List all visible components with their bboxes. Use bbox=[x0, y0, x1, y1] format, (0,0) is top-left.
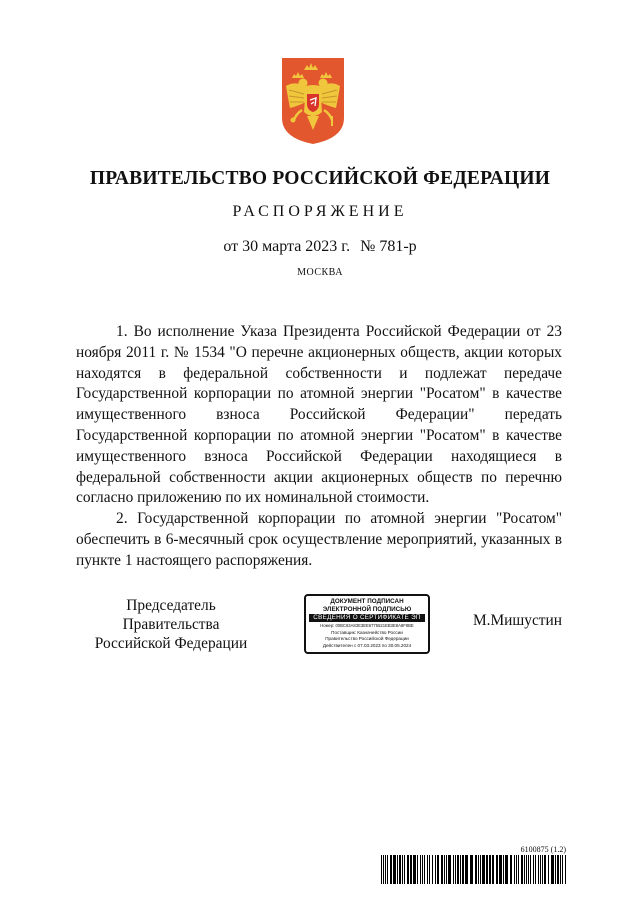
document-code: 6100875 (1.2) bbox=[520, 845, 566, 854]
paragraph-2: 2. Государственной корпорации по атомной энергии "Росатом" обеспечить в 6-месячный срок осуществление мероприятий, указанных в пункте 1 настоящего распоряжения. bbox=[76, 510, 562, 569]
document-date-line bbox=[0, 238, 640, 256]
stamp-certificate-number: Номер: 00BC63A83E3EE6775521EB3E8A8F8BE bbox=[320, 623, 414, 628]
signatory-position-line2: Российской Федерации bbox=[94, 635, 248, 652]
document-city: МОСКВА bbox=[297, 267, 343, 278]
coat-of-arms-emblem bbox=[280, 56, 346, 146]
document-date: от 30 марта 2023 г. bbox=[223, 238, 351, 255]
document-type: РАСПОРЯЖЕНИЕ bbox=[232, 203, 408, 220]
signatory-name: М.Мишустин bbox=[472, 612, 562, 629]
stamp-validity: Действителен с 07.03.2023 по 30.05.2024 bbox=[322, 642, 412, 648]
document-body bbox=[76, 322, 562, 572]
stamp-line3: СВЕДЕНИЯ О СЕРТИФИКАТЕ ЭП bbox=[309, 614, 425, 622]
stamp-line2: ЭЛЕКТРОННОЙ ПОДПИСЬЮ bbox=[322, 605, 412, 613]
signatory-position-line1: Председатель Правительства bbox=[122, 597, 220, 633]
government-title: ПРАВИТЕЛЬСТВО РОССИЙСКОЙ ФЕДЕРАЦИИ bbox=[89, 168, 551, 189]
stamp-owner: Правительство Российской Федерации bbox=[325, 636, 409, 641]
paragraph-1: 1. Во исполнение Указа Президента Российской Федерации от 23 ноября 2011 г. № 1534 "О перечне акционерных обществ, акции которых находятся в федеральной собственности и подлежат передаче Государственной корпорации по атомной энергии "Росатом" в качестве имущественного взноса Российской Федерации" передать Государственной корпорации по атомной энергии "Росатом" в качестве имущественного взноса Российской Федерации находящиеся в федеральной собственности акции акционерных обществ по перечню согласно приложению по их номинальной стоимости. bbox=[76, 323, 562, 507]
electronic-signature-stamp bbox=[304, 594, 430, 654]
signatory-position bbox=[76, 596, 266, 653]
barcode bbox=[381, 855, 567, 884]
document-number: № 781-р bbox=[360, 238, 417, 255]
stamp-supplier: Поставщик: Казначейство России bbox=[331, 629, 403, 635]
stamp-line1: ДОКУМЕНТ ПОДПИСАН bbox=[330, 598, 404, 605]
